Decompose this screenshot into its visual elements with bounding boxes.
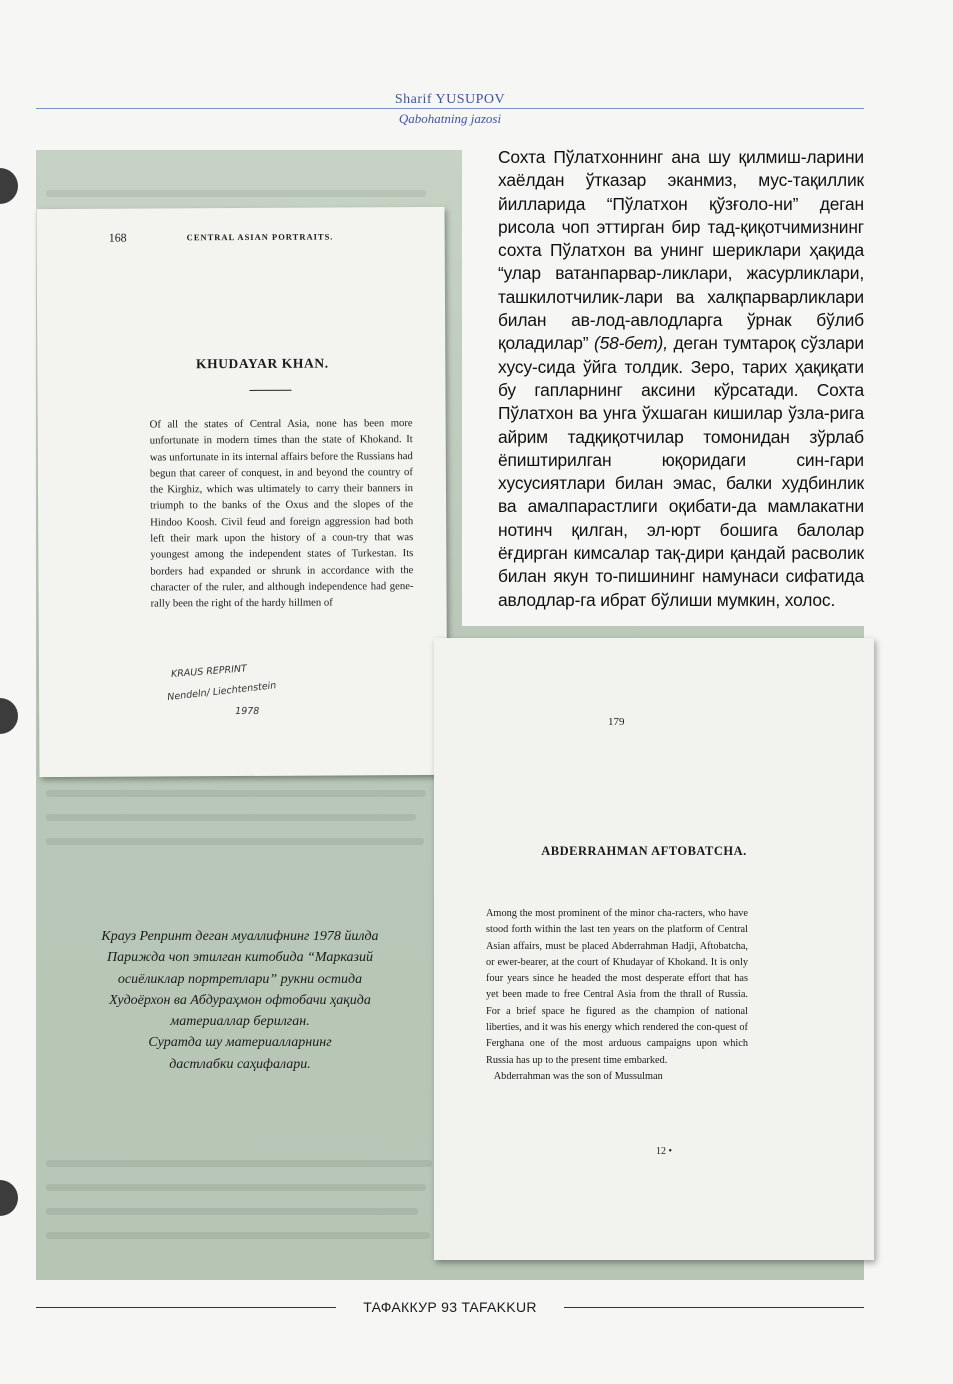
header-rule — [36, 108, 864, 109]
caption-line: дастлабки саҳифалари. — [169, 1056, 311, 1072]
article-subtitle: Qabohatning jazosi — [398, 111, 502, 126]
ghost-text-line — [46, 814, 416, 821]
scan-page-number: 179 — [608, 716, 625, 728]
binder-hole-middle — [0, 698, 18, 734]
photo-caption — [70, 926, 410, 1075]
article-text-block — [462, 146, 864, 626]
scan-running-title: CENTRAL ASIAN PORTRAITS. — [186, 231, 334, 243]
caption-line: Крауз Репринт деган муаллифнинг 1978 йилда — [101, 929, 379, 944]
scan-body-text: Of all the states of Central Asia, none has been more unfortunate in modern times than the state of Khokand. It was unfortunate in its internal affairs before the Russians had begun that career of conquest, in and beyond the country of the Kirghiz, which was ultimately to carry their banners in triumph to the banks of the Oxus and the slopes of the Hindoo Koosh. Civil feud and foreign aggression had both left their mark upon the history of a coun-try that was youngest among the independent states of Turkestan. Its borders had expanded or shrunk in accordance with the character of the ruler, and although independence had gene-rally been the right of the hardy hillmen of — [149, 417, 414, 610]
scan-chapter-title: ABDERRAHMAN AFTOBATCHA. — [541, 844, 747, 858]
scanned-page-khudayar — [37, 207, 448, 777]
ghost-text-line — [46, 1184, 426, 1191]
page-reference: (58-бет), — [593, 333, 668, 354]
binder-hole-bottom — [0, 1180, 18, 1216]
scan-body-main: Among the most prominent of the minor cha-racters, who have stood forth within the last ten years on the platform of Central Asian affairs, must be placed Abderrahman Hadji, Aftobatcha, or ewer-bearer, at the court of Khudayar of Khokand. It is only four years since he headed the most desperate effort that has yet been made to free Central Asia from the thrall of Russia. For a brief space he figured as the champion of national liberties, and it was his energy which rendered the con-quest of Ferghana one of the most arduous campaigns upon which Russia has up to the present time embarked. — [486, 908, 748, 1066]
caption-line: Худоёрхон ва Абдураҳмон офтобачи ҳақида — [109, 992, 371, 1008]
scan-body-text — [486, 906, 748, 1085]
footer-rule-right — [564, 1307, 864, 1308]
scan-signature-mark: 12 • — [656, 1146, 673, 1157]
scan-page-header — [109, 229, 399, 246]
ghost-text-line — [46, 838, 424, 845]
article-text-part-2: деган тумтароқ сўзлари хусу-сида ўйга толдик. Зеро, тарих ҳақиқати бу гапларнинг аксини кўрсатади. Сохта Пўлатхон ва унга ўхшаган кишилар ўзла-рига айрим тадқиқотчилар томонидан зўрлаб ёпиштирилган юқоридаги син-гари хусусиятлари билан эмас, балки худбинлик ва амалпарастлиги оқибати-да мамлакатни нотинч қилган, эл-юрт бошига балолар ёғдирган кимсалар тақ-дири қандай расволик билан якун то-пишининг намунаси сифатида авлодлар-га ибрат бўлиши мумкин, холос. — [498, 333, 864, 610]
caption-line: осиёликлар портретлари” рукни остида — [117, 971, 363, 987]
caption-line: Парижда чоп этилган китобида “Марказий — [106, 950, 373, 966]
ghost-text-line — [46, 1232, 430, 1239]
footer-text: ТАФАККУР 93 TAFAKKUR — [363, 1299, 537, 1315]
caption-line: Суратда шу материалларнинг — [148, 1035, 332, 1051]
ghost-text-line — [46, 1208, 418, 1215]
scan-body-last-line: Abderrahman was the son of Mussulman — [493, 1070, 663, 1082]
ghost-text-line — [46, 190, 426, 197]
handwritten-note: 1978 — [235, 705, 260, 718]
binder-hole-top — [0, 168, 18, 204]
scanned-page-abderrahman — [434, 638, 874, 1260]
ghost-text-line — [46, 790, 426, 797]
handwritten-note: Nendeln/ Liechtenstein — [166, 680, 277, 704]
scan-page-number: 168 — [108, 230, 127, 245]
scan-chapter-title: KHUDAYAR KHAN. — [195, 355, 329, 372]
scan-title-rule — [249, 390, 291, 391]
author-name: Sharif YUSUPOV — [394, 92, 506, 107]
handwritten-note: KRAUS REPRINT — [170, 663, 248, 681]
ghost-text-line — [46, 1160, 432, 1167]
page-footer — [36, 1296, 864, 1320]
running-head — [36, 92, 864, 127]
article-text-part-1: Сохта Пўлатхоннинг ана шу қилмиш-ларини хаёлдан ўтказар эканмиз, мус-тақиллик йилларида “Пўлатхон қўзғоло-ни” деган рисола чоп эттирган бир тад-қиқотчимизнинг сохта Пўлатхон ва унинг шериклари ҳақида “улар ватанпарвар-ликлари, жасурликлари, ташкилотчилик-лари ва халқпарварликлари билан ав-лод-авлодларга ўрнак бўлиб қоладилар” — [498, 147, 864, 354]
article-paragraph — [498, 146, 864, 612]
caption-line: материаллар берилган. — [170, 1014, 310, 1030]
